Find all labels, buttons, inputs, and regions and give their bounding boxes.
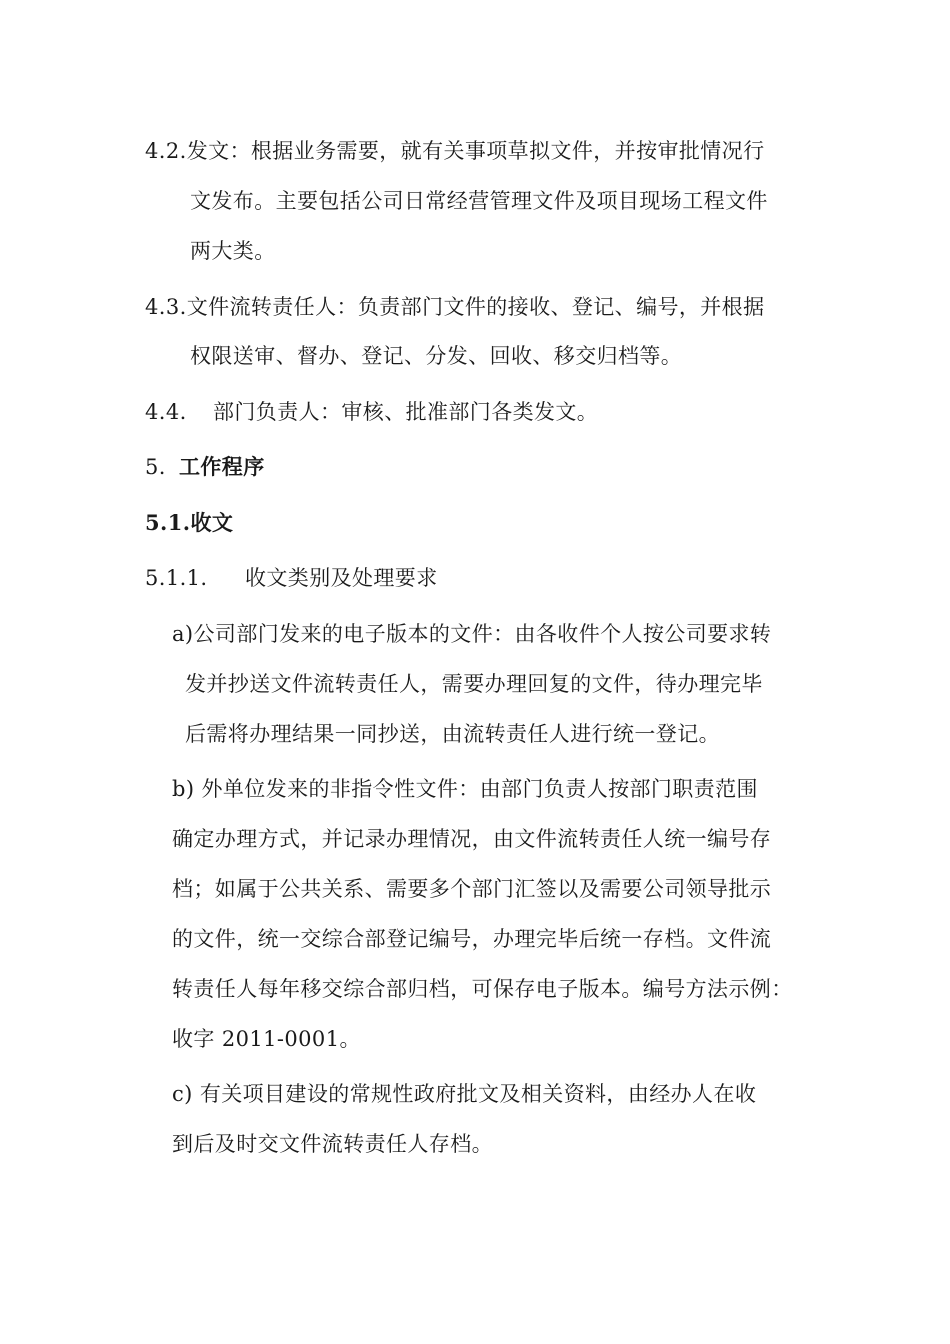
item-c-line-1: c) 有关项目建设的常规性政府批文及相关资料，由经办人在收 <box>172 1082 757 1106</box>
item-a-line-3: 后需将办理结果一同抄送，由流转责任人进行统一登记。 <box>185 722 720 746</box>
item-b-line-1: b) 外单位发来的非指令性文件：由部门负责人按部门职责范围 <box>172 777 758 801</box>
section-5-1-1-heading <box>145 563 438 593</box>
item-c-line-2: 到后及时交文件流转责任人存档。 <box>172 1132 493 1156</box>
section-4-4-line <box>145 397 598 427</box>
section-5-heading <box>145 452 265 482</box>
section-4-2-text-1: 发文：根据业务需要，就有关事项草拟文件，并按审批情况行 <box>186 139 765 163</box>
item-a-line-2: 发并抄送文件流转责任人，需要办理回复的文件，待办理完毕 <box>185 672 763 696</box>
section-5-1-heading: 5.1.收文 <box>145 510 234 535</box>
section-4-3-line-2: 权限送审、督办、登记、分发、回收、移交归档等。 <box>190 344 683 368</box>
section-4-2-line-3: 两大类。 <box>190 239 276 263</box>
section-5-number: 5. <box>145 455 166 479</box>
section-4-4-number: 4.4. <box>145 400 187 424</box>
section-4-3-number: 4.3. <box>145 295 187 319</box>
item-b-line-5: 转责任人每年移交综合部归档，可保存电子版本。编号方法示例： <box>172 977 793 1001</box>
item-b-line-3: 档；如属于公共关系、需要多个部门汇签以及需要公司领导批示 <box>172 877 772 901</box>
section-4-2-number: 4.2. <box>145 139 187 163</box>
item-b-line-6: 收字 2011-0001。 <box>172 1027 361 1051</box>
section-4-2-line-1 <box>145 136 765 166</box>
section-4-2-line-2: 文发布。主要包括公司日常经营管理文件及项目现场工程文件 <box>190 189 768 213</box>
section-4-4-text: 部门负责人：审核、批准部门各类发文。 <box>213 400 599 424</box>
section-5-title: 工作程序 <box>179 454 265 479</box>
section-5-1-1-number: 5.1.1. <box>145 566 208 590</box>
item-b-line-4: 的文件，统一交综合部登记编号，办理完毕后统一存档。文件流 <box>172 927 772 951</box>
section-4-3-text-1: 文件流转责任人：负责部门文件的接收、登记、编号，并根据 <box>186 295 765 319</box>
section-4-3-line-1 <box>145 292 765 322</box>
item-b-line-2: 确定办理方式，并记录办理情况，由文件流转责任人统一编号存 <box>172 827 772 851</box>
section-5-1-1-title: 收文类别及处理要求 <box>245 566 438 590</box>
item-a-line-1: a)公司部门发来的电子版本的文件：由各收件个人按公司要求转 <box>172 622 772 646</box>
